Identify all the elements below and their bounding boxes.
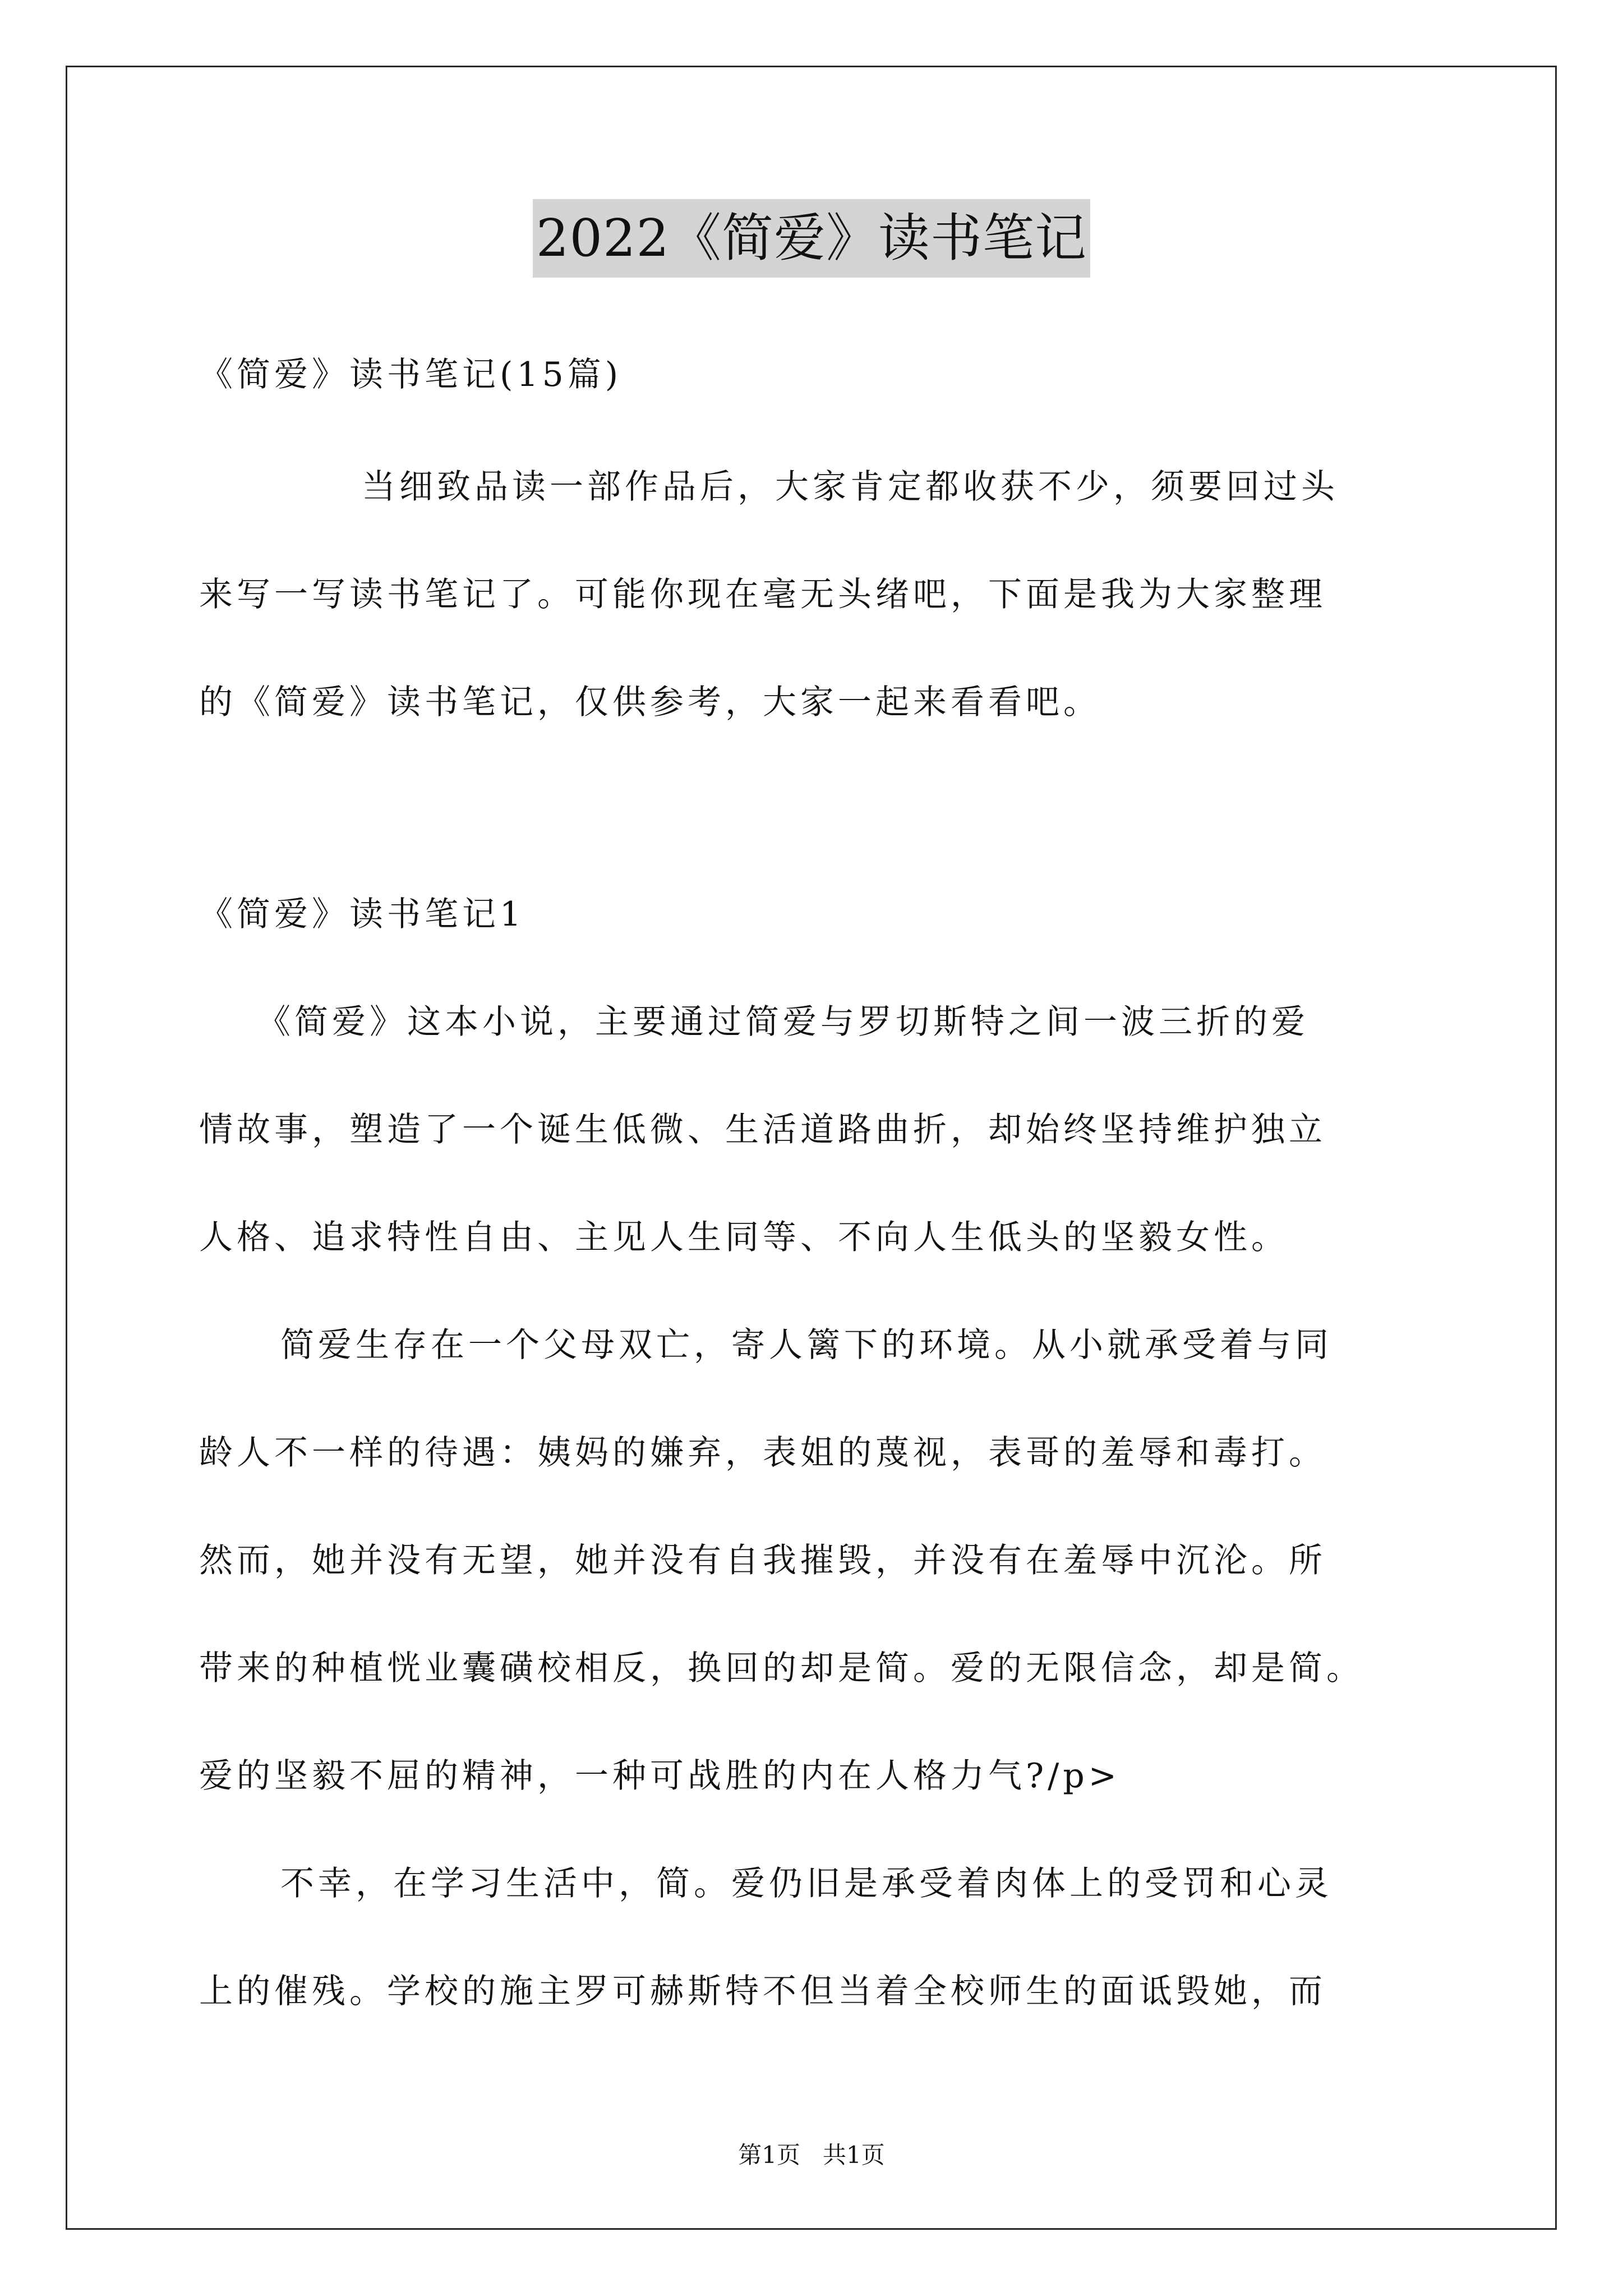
body-line-4: 简爱生存在一个父母双亡，寄人篱下的环境。从小就承受着与同: [280, 1326, 1332, 1365]
body-line-2: 情故事，塑造了一个诞生低微、生活道路曲折，却始终坚持维护独立: [199, 1110, 1326, 1149]
intro-line-2: 来写一写读书笔记了。可能你现在毫无头绪吧，下面是我为大家整理: [199, 575, 1326, 614]
body-line-5: 龄人不一样的待遇：姨妈的嫌弃，表姐的蔑视，表哥的羞辱和毒打。: [199, 1433, 1326, 1473]
body-line-1: 《简爱》这本小说，主要通过简爱与罗切斯特之间一波三折的爱: [257, 1002, 1309, 1042]
intro-line-1: 当细致品读一部作品后，大家肯定都收获不少，须要回过头: [362, 467, 1339, 507]
body-line-6: 然而，她并没有无望，她并没有自我摧毁，并没有在羞辱中沉沦。所: [199, 1541, 1326, 1580]
body-line-3: 人格、追求特性自由、主见人生同等、不向人生低头的坚毅女性。: [199, 1218, 1289, 1257]
body-line-7: 带来的种植恍业囊磺校相反，换回的却是简。爱的无限信念，却是简。: [199, 1649, 1364, 1688]
document-title: 2022《简爱》读书笔记: [533, 199, 1090, 278]
document-subtitle: 《简爱》读书笔记(15篇): [199, 355, 623, 394]
title-container: [0, 199, 1623, 278]
intro-line-3: 的《简爱》读书笔记，仅供参考，大家一起来看看吧。: [199, 683, 1101, 722]
body-line-9: 不幸，在学习生活中，简。爱仍旧是承受着肉体上的受罚和心灵: [280, 1864, 1332, 1903]
body-line-10: 上的催残。学校的施主罗可赫斯特不但当着全校师生的面诋毁她，而: [199, 1972, 1326, 2011]
page-footer: 第1页 共1页: [738, 2141, 885, 2169]
body-line-8: 爱的坚毅不屈的精神，一种可战胜的内在人格力气?/p>: [199, 1756, 1121, 1796]
section-heading: 《简爱》读书笔记1: [199, 895, 525, 934]
